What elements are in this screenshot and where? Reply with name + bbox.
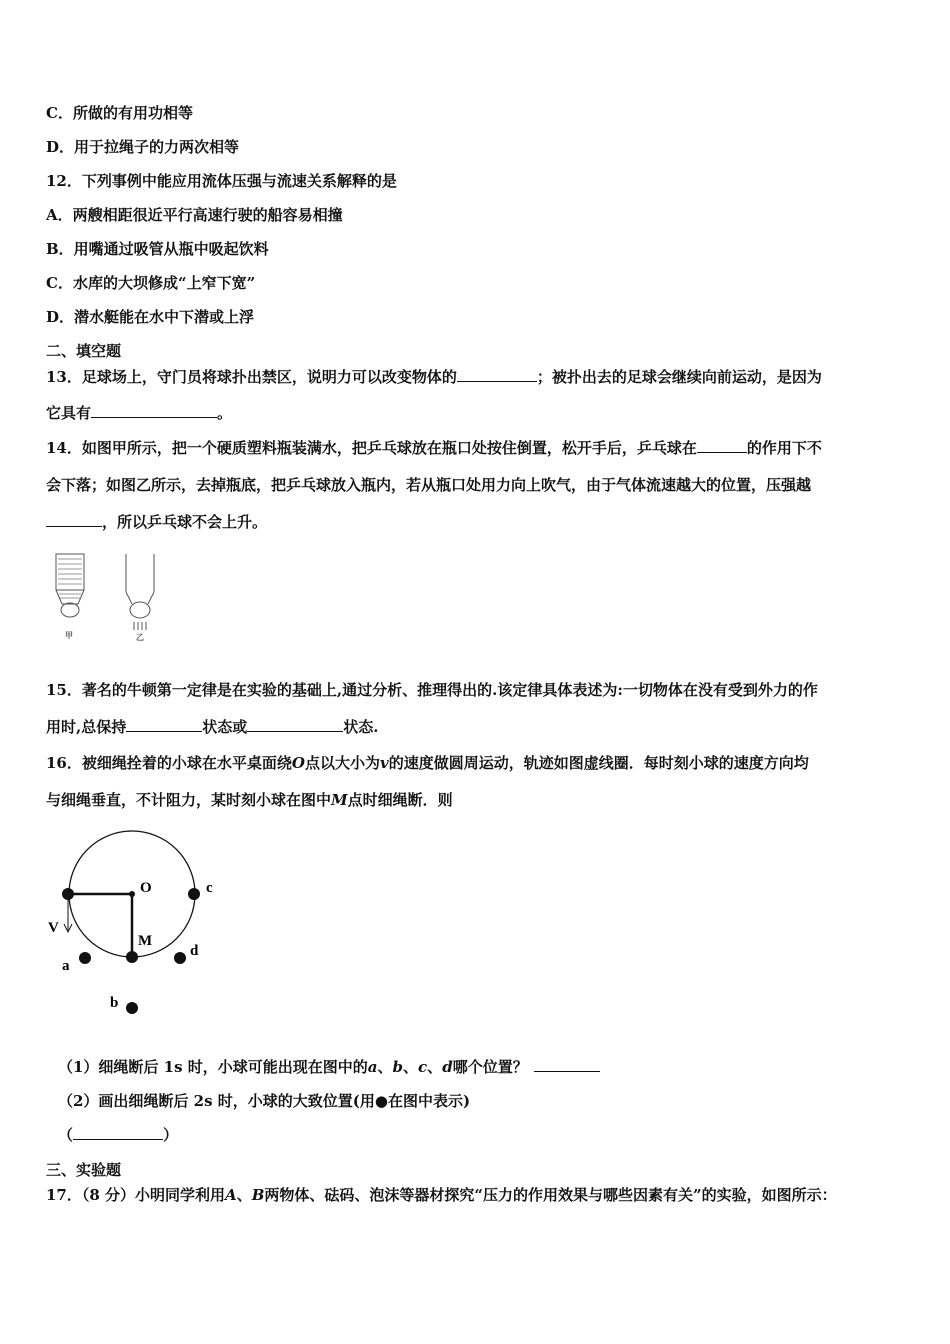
q12-option-d: D．潜水艇能在水中下潜或上浮 [46, 308, 255, 326]
point-a [79, 952, 91, 964]
q13-blank-1[interactable] [457, 367, 537, 382]
q11-option-d: D．用于拉绳子的力两次相等 [46, 138, 240, 156]
point-m [126, 951, 138, 963]
q14-blank-2[interactable] [46, 512, 102, 527]
label-c: c [206, 880, 213, 896]
q16-line2: 与细绳垂直，不计阻力，某时刻小球在图中M点时细绳断．则 [46, 791, 453, 809]
q12-option-b: B．用嘴通过吸管从瓶中吸起饮料 [46, 240, 269, 258]
q15-blank-2[interactable] [247, 717, 343, 732]
center-o-point [129, 891, 135, 897]
q12-option-a: A．两艘相距很近平行高速行驶的船容易相撞 [46, 206, 343, 224]
q16-circle-figure [40, 830, 240, 1030]
q15-line2: 用时,总保持 状态或 状态. [46, 718, 379, 736]
q16-sub3: （ ） [58, 1126, 179, 1144]
q13-blank-2[interactable] [91, 403, 217, 418]
q11-option-c: C．所做的有用功相等 [46, 104, 193, 122]
point-b [126, 1002, 138, 1014]
q13-line1: 13．足球场上，守门员将球扑出禁区，说明力可以改变物体的 ；被扑出去的足球会继续向前运动，是因为 [46, 368, 822, 386]
q15-line1: 15．著名的牛顿第一定律是在实验的基础上,通过分析、推理得出的.该定律具体表述为:一切物体在没有受到外力的作 [46, 681, 818, 699]
q14-blank-1[interactable] [697, 438, 747, 453]
q14-line2: 会下落；如图乙所示，去掉瓶底，把乒乓球放入瓶内，若从瓶口处用力向上吹气，由于气体流速越大的位置，压强越 [46, 476, 812, 494]
bottle-jia-figure [56, 554, 84, 617]
q14-line3: ，所以乒乓球不会上升。 [46, 511, 267, 532]
label-d: d [190, 943, 199, 959]
q16-line1: 16．被细绳拴着的小球在水平桌面绕O点以大小为v的速度做圆周运动，轨迹如图虚线圈．每时刻小球的速度方向均 [46, 754, 809, 772]
bottle-yi-label: 乙 [136, 633, 144, 642]
label-a: a [62, 958, 70, 974]
q12-stem: 12．下列事例中能应用流体压强与流速关系解释的是 [46, 172, 397, 190]
section-fill-in-heading: 二、填空题 [46, 342, 122, 360]
q16-sub2: （2）画出细绳断后 2s 时，小球的大致位置(用●在图中表示) [58, 1092, 471, 1110]
bottle-yi-figure [126, 554, 154, 630]
point-c [188, 888, 200, 900]
label-m: M [138, 933, 153, 949]
q16-sub1: （1）细绳断后 1s 时，小球可能出现在图中的a、b、c、d哪个位置？ [58, 1056, 600, 1077]
section-experiment-heading: 三、实验题 [46, 1161, 122, 1179]
label-b: b [110, 995, 119, 1011]
label-v: V [48, 920, 59, 936]
q17-line1: 17．（8 分）小明同学利用A、B两物体、砝码、泡沫等器材探究“压力的作用效果与哪些因素有关”的实验，如图所示： [46, 1186, 837, 1204]
q16-blank-2[interactable] [73, 1125, 163, 1140]
q14-figure [48, 550, 168, 645]
q15-blank-1[interactable] [126, 717, 202, 732]
q12-option-c: C．水库的大坝修成“上窄下宽” [46, 274, 256, 292]
q16-blank-1[interactable] [534, 1057, 600, 1072]
bottle-jia-label: 甲 [65, 631, 73, 640]
point-d [174, 952, 186, 964]
label-o: O [140, 880, 152, 896]
q14-line1: 14．如图甲所示，把一个硬质塑料瓶装满水，把乒乓球放在瓶口处按住倒置，松开手后，乒乓球在 的作用下不 [46, 439, 822, 457]
ball-left-point [62, 888, 74, 900]
q13-line2: 它具有 。 [46, 404, 233, 422]
